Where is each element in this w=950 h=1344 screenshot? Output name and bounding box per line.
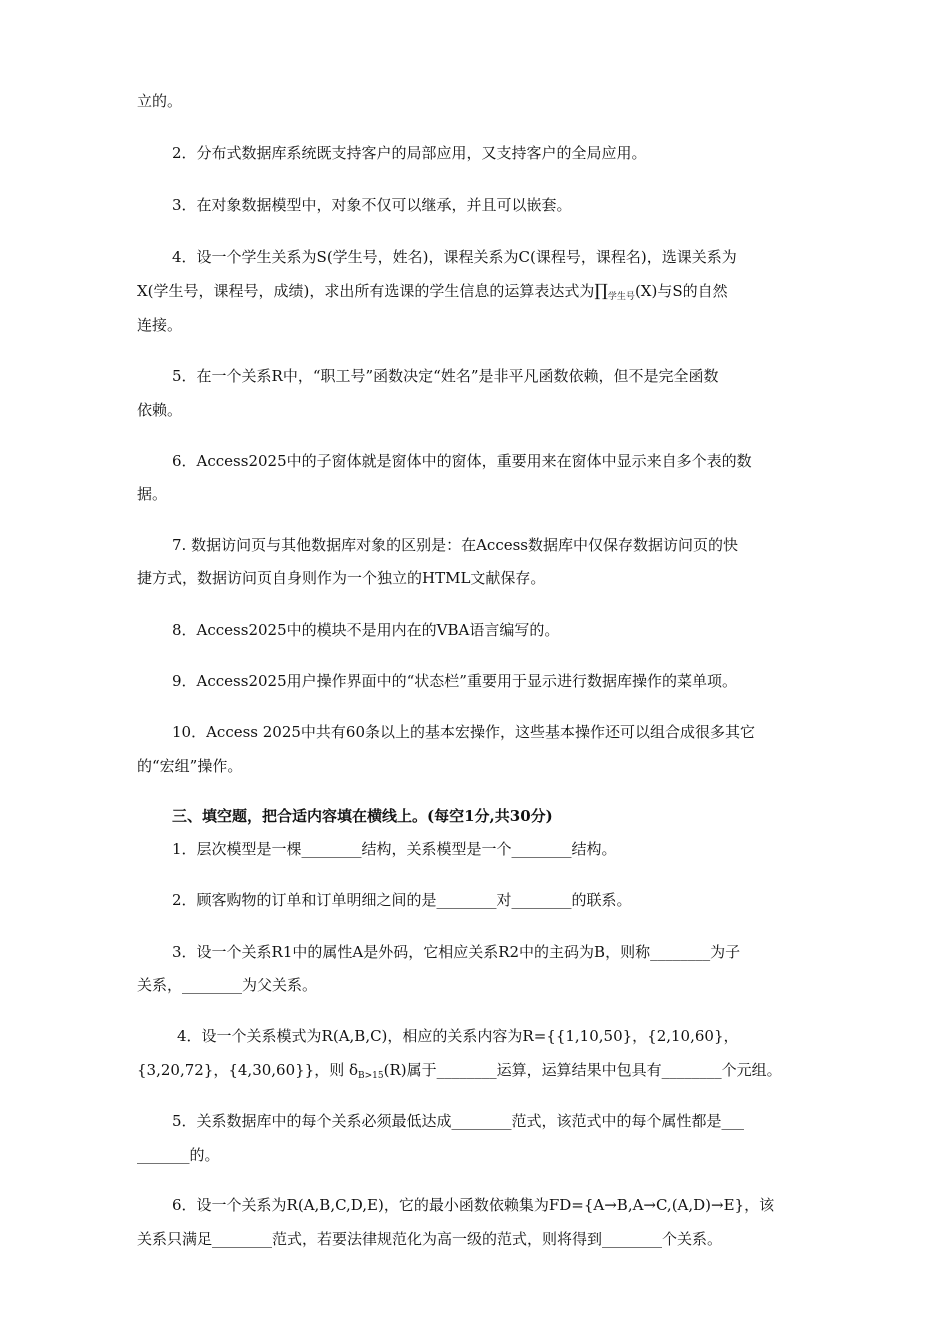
text-line: 关系，________为父关系。 — [137, 976, 318, 994]
text-line: 连接。 — [137, 316, 183, 334]
text-line: 依赖。 — [137, 401, 183, 419]
fill-item-1: 1．层次模型是一棵________结构，关系模型是一个________结构。 — [172, 840, 617, 858]
relation-tuples: {3,20,72}，{4,30,60}}，则 δ — [137, 1061, 359, 1079]
text-line: 的“宏组”操作。 — [137, 757, 243, 775]
fill-item-4: 4．设一个关系模式为R(A,B,C)，相应的关系内容为R={{1,10,50}，{2,10,60}， — [177, 1027, 739, 1045]
fill-item-5: 5．关系数据库中的每个关系必须最低达成________范式，该范式中的每个属性都是___ — [172, 1112, 745, 1130]
fill-item-3: 3．设一个关系R1中的属性A是外码，它相应关系R2中的主码为B，则称________为子 — [172, 943, 741, 961]
judgement-item-3: 3．在对象数据模型中，对象不仅可以继承，并且可以嵌套。 — [172, 196, 572, 214]
fill-item-4-cont — [137, 1060, 782, 1086]
selection-subscript: B>15 — [358, 1071, 384, 1081]
text-line: 关系只满足________范式，若要法律规范化为高一级的范式，则将得到________个关系。 — [137, 1230, 723, 1248]
judgement-item-9: 9．Access2025用户操作界面中的“状态栏”重要用于显示进行数据库操作的菜单项。 — [172, 672, 737, 690]
fill-item-6: 6．设一个关系为R(A,B,C,D,E)，它的最小函数依赖集为FD={A→B,A→C,(A,D)→E}，该 — [172, 1196, 775, 1214]
judgement-item-5: 5．在一个关系R中，“职工号”函数决定“姓名”是非平凡函数依赖，但不是完全函数 — [172, 367, 719, 385]
selection-tail: (R)属于________运算，运算结果中包具有________个元组。 — [383, 1061, 782, 1079]
judgement-item-6: 6．Access2025中的子窗体就是窗体中的窗体，重要用来在窗体中显示来自多个表的数 — [172, 452, 752, 470]
text-line: _______的。 — [137, 1146, 220, 1164]
judgement-item-10: 10．Access 2025中共有60条以上的基本宏操作，这些基本操作还可以组合成很多其它 — [172, 723, 756, 741]
text-line: 立的。 — [137, 92, 183, 110]
expression-tail: (X)与S的自然 — [634, 282, 728, 300]
text-line: 捷方式，数据访问页自身则作为一个独立的HTML文献保存。 — [137, 569, 546, 587]
projection-subscript: 学生号 — [607, 292, 635, 302]
expression-text: X(学生号，课程号，成绩)，求出所有选课的学生信息的运算表达式为 — [137, 282, 595, 300]
judgement-item-2: 2．分布式数据库系统既支持客户的局部应用，又支持客户的全局应用。 — [172, 144, 647, 162]
section-heading-fill-in: 三、填空题，把合适内容填在横线上。(每空1分,共30分) — [172, 807, 553, 825]
text-line: 据。 — [137, 485, 168, 503]
judgement-item-8: 8．Access2025中的模块不是用内在的VBA语言编写的。 — [172, 621, 560, 639]
projection-symbol: ∏ — [594, 281, 608, 301]
judgement-item-7: 7. 数据访问页与其他数据库对象的区别是：在Access数据库中仅保存数据访问页的快 — [172, 536, 738, 554]
judgement-item-4-cont — [137, 281, 728, 307]
judgement-item-4: 4．设一个学生关系为S(学生号，姓名)，课程关系为C(课程号，课程名)，选课关系为 — [172, 248, 737, 266]
fill-item-2: 2．顾客购物的订单和订单明细之间的是________对________的联系。 — [172, 891, 632, 909]
